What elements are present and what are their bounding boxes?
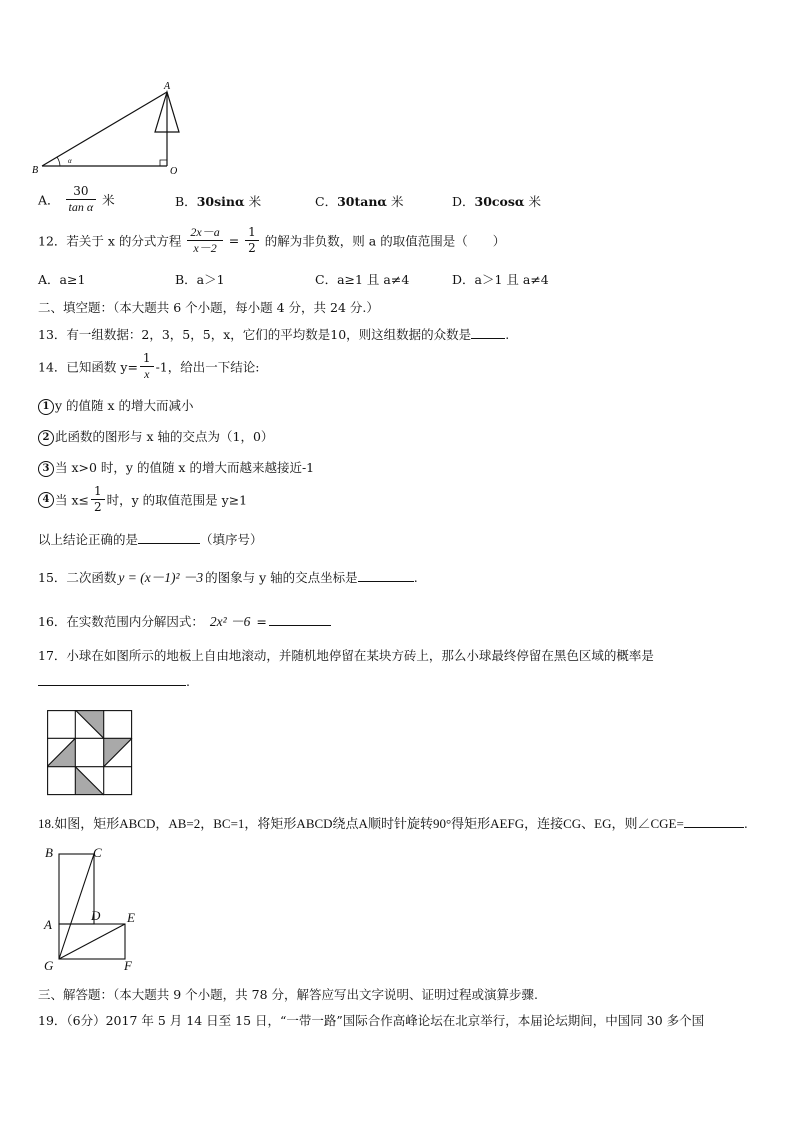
q12-opt-a: A．a≥1	[38, 272, 86, 287]
q12-fraction-2: $\frac{1}{2}$	[245, 225, 259, 256]
q14-c4-fraction: $\frac{1}{2}$	[91, 484, 105, 515]
q12-fraction-1: $\frac{2x-a}{x-2}$	[187, 225, 222, 256]
q14-conclusion-3: 3 当 x>0 时，y 的值随 x 的增大而越来越接近-1	[38, 458, 314, 477]
q14-fraction: $\frac{1}{x}$	[140, 351, 154, 382]
label-A: A	[44, 917, 52, 932]
q14-answer-blank	[138, 530, 200, 544]
section-2-heading: 二、填空题：（本大题共 6 个小题，每小题 4 分，共 24 分.）	[38, 300, 379, 315]
q12-opt-d: D．a＞1 且 a≠4	[452, 272, 549, 287]
q17-answer-blank	[38, 672, 186, 686]
rect-ABCD	[59, 854, 94, 924]
q11-opt-d: D．30cosα 米	[452, 194, 542, 209]
q13-answer-blank	[471, 325, 505, 339]
label-alpha: α	[68, 157, 72, 165]
q12-opt-c: C．a≥1 且 a≠4	[315, 272, 410, 287]
q11-opt-a: A． $\frac{30}{\text{tan α}}$ 米	[38, 184, 115, 214]
label-B: B	[45, 845, 53, 860]
q17-tile-grid	[47, 710, 133, 796]
q11-opt-c: C．30tanα 米	[315, 194, 404, 209]
q14-conclusion-4: 4 当 x≤ $\frac{1}{2}$ 时，y 的取值范围是 y≥1	[38, 484, 247, 515]
label-C: C	[93, 845, 102, 860]
q14-conclusion-2: 2 此函数的图形与 x 轴的交点为（1，0）	[38, 427, 273, 446]
q19: 19．（6分）2017 年 5 月 14 日至 15 日，“一带一路”国际合作高峰论坛在北京举行，本届论坛期间，中国同 30 多个国	[38, 1013, 705, 1028]
label-E: E	[127, 910, 135, 925]
q15-answer-blank	[358, 568, 414, 582]
label-A: A	[164, 81, 171, 92]
q16: 16．在实数范围内分解因式： 2x² －6 =	[38, 610, 331, 630]
section-3-heading: 三、解答题：（本大题共 9 个小题，共 78 分，解答应写出文字说明、证明过程或演算步骤.	[38, 987, 538, 1002]
right-angle-mark	[160, 160, 167, 166]
q18: 18.如图，矩形ABCD，AB=2，BC=1，将矩形ABCD绕点A顺时针旋转90°得矩形AEFG，连接CG、EG，则∠CGE= .	[38, 816, 748, 831]
q14-stem: 14．已知函数 y= $\frac{1}{x}$ -1，给出一下结论:	[38, 351, 260, 381]
q17-answer-line: .	[38, 672, 190, 689]
q18-answer-blank	[684, 814, 744, 828]
q13: 13．有一组数据：2，3，5，5，x，它们的平均数是10，则这组数据的众数是 .	[38, 327, 510, 342]
q16-answer-blank	[269, 612, 331, 626]
label-B: B	[32, 165, 39, 176]
label-G: G	[44, 958, 54, 973]
q11-opt-b: B．30sinα 米	[175, 194, 262, 209]
angle-arc	[57, 157, 60, 166]
label-O: O	[170, 166, 178, 177]
q17: 17．小球在如图所示的地板上自由地滚动，并随机地停留在某块方砖上，那么小球最终停留在黑色区域的概率是	[38, 648, 654, 663]
q11-opt-a-fraction: $\frac{30}{\text{tan α}}$	[66, 184, 97, 215]
hypotenuse-line	[42, 92, 167, 166]
q12-stem: 12．若关于 x 的分式方程 $\frac{2x-a}{x-2}$ = $\frac{1}{2}$ 的解为非负数，则 a 的取值范围是（ ）	[38, 225, 506, 255]
q12-opt-b: B．a＞1	[175, 272, 225, 287]
q15: 15．二次函数 y = (x－1)² －3 的图象与 y 轴的交点坐标是 .	[38, 570, 418, 585]
q11-figure	[30, 78, 190, 178]
label-D: D	[91, 908, 101, 923]
q18-figure	[40, 842, 150, 974]
label-F: F	[124, 958, 132, 973]
q14-conclusion-1: 1 y 的值随 x 的增大而减小	[38, 396, 194, 415]
q14-ask: 以上结论正确的是 （填序号）	[38, 532, 263, 547]
